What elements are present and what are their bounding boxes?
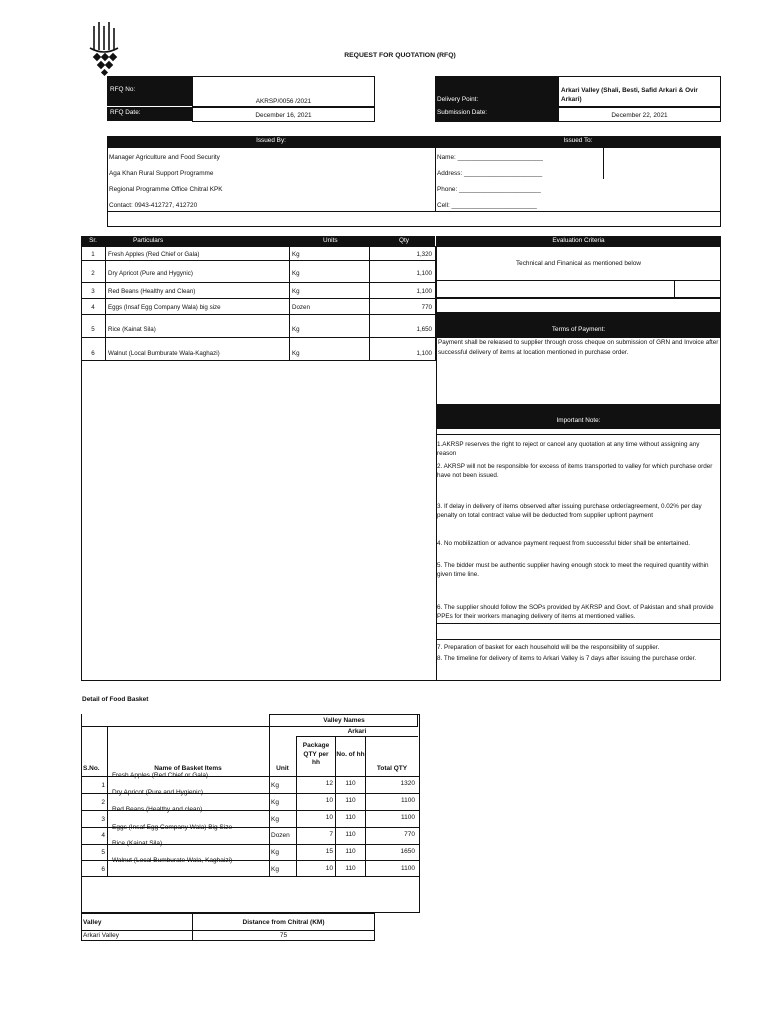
basket-sno: 4 bbox=[101, 832, 105, 839]
item-particular: Rice (Kainat Sila) bbox=[108, 326, 156, 333]
submission-date-value: December 22, 2021 bbox=[611, 112, 668, 119]
basket-pkg: 10 bbox=[325, 814, 333, 821]
basket-total: 1650 bbox=[400, 848, 415, 855]
item-particular: Eggs (Insaf Egg Company Wala) big size bbox=[108, 304, 221, 311]
basket-valley-names: Valley Names bbox=[323, 717, 365, 724]
basket-item-name: Dry Apricot (Pure and Hygienic) bbox=[112, 789, 204, 796]
item-qty: 1,100 bbox=[416, 270, 432, 277]
item-qty: 770 bbox=[421, 304, 432, 311]
item-qty: 1,650 bbox=[416, 326, 432, 333]
items-row-line bbox=[81, 282, 436, 283]
basket-total: 1320 bbox=[400, 780, 415, 787]
basket-valley: Arkari bbox=[347, 728, 367, 735]
item-sr: 2 bbox=[91, 270, 95, 277]
basket-total: 770 bbox=[404, 831, 415, 838]
basket-line bbox=[269, 714, 419, 715]
delivery-point-value: Arkari Valley (Shali, Besti, Safid Arkari & Ovir Arkari) bbox=[561, 87, 698, 103]
issued-by-heading: Issued By: bbox=[107, 136, 435, 147]
basket-pkg: 15 bbox=[325, 848, 333, 855]
issued-bottom-line bbox=[107, 211, 721, 212]
basket-line bbox=[81, 726, 269, 727]
basket-item-name: Red Beans (Healthy and clean) bbox=[112, 806, 203, 813]
basket-line bbox=[107, 726, 108, 876]
submission-date-label: Submission Date: bbox=[435, 107, 559, 122]
items-header-units: Units bbox=[323, 237, 338, 244]
basket-line bbox=[365, 736, 366, 876]
item-unit: Kg bbox=[292, 326, 300, 333]
item-sr: 3 bbox=[91, 288, 95, 295]
issued-by-line-1: Manager Agriculture and Food Security bbox=[109, 154, 220, 161]
item-particular: Red Beans (Healthy and Clean) bbox=[108, 288, 196, 295]
basket-line bbox=[419, 714, 420, 913]
basket-unit: Kg bbox=[271, 816, 279, 823]
basket-item-name: Fresh Apples (Red Chief or Gala) bbox=[112, 772, 209, 779]
items-row-line bbox=[81, 337, 436, 338]
items-header-qty: Qty bbox=[399, 237, 409, 244]
note-item: 3. If delay in delivery of items observed after issuing purchase order/agreement, 0.02% per day penalty on total contract value will be deducted from supplier upfront payment bbox=[437, 503, 702, 519]
payment-gap-box bbox=[436, 298, 721, 313]
evaluation-box bbox=[436, 246, 721, 298]
basket-header-name: Name of Basket Items bbox=[154, 765, 222, 772]
basket-hh: 110 bbox=[345, 831, 356, 838]
evaluation-heading: Evaluation Criteria bbox=[436, 236, 721, 246]
item-sr: 5 bbox=[91, 326, 95, 333]
basket-item-name: Walnut (Local Bumburate Wala, Kaghaizi) bbox=[112, 857, 233, 864]
basket-header-total: Total QTY bbox=[376, 765, 408, 772]
rfq-date-value: December 16, 2021 bbox=[255, 112, 312, 119]
basket-unit: Kg bbox=[271, 866, 279, 873]
items-row-line bbox=[81, 260, 436, 261]
item-qty: 1,320 bbox=[416, 251, 432, 258]
items-col-line bbox=[289, 246, 290, 361]
note-item: 4. No mobilizattion or advance payment request from successful bider shall be entertained. bbox=[437, 540, 691, 547]
basket-unit: Dozen bbox=[271, 832, 290, 839]
basket-total: 1100 bbox=[401, 814, 415, 821]
evaluation-text: Technical and Finanical as mentioned below bbox=[515, 260, 642, 267]
basket-unit: Kg bbox=[271, 799, 279, 806]
delivery-point-label: Delivery Point: bbox=[435, 76, 559, 107]
evaluation-line bbox=[674, 280, 675, 298]
basket-hh: 110 bbox=[345, 797, 356, 804]
notes-line bbox=[436, 434, 721, 435]
item-particular: Dry Apricot (Pure and Hygynic) bbox=[108, 270, 193, 277]
issued-by-line-4: Contact: 0943-412727, 412720 bbox=[109, 202, 198, 209]
basket-pkg: 7 bbox=[329, 831, 333, 838]
basket-hh: 110 bbox=[345, 814, 356, 821]
basket-sno: 6 bbox=[101, 866, 105, 873]
issued-to-address[interactable]: Address: ______________________ bbox=[437, 170, 543, 177]
basket-pkg: 12 bbox=[325, 780, 333, 787]
item-qty: 1,100 bbox=[416, 288, 432, 295]
item-unit: Kg bbox=[292, 350, 300, 357]
distance-valley: Arkari Valley bbox=[83, 932, 120, 939]
basket-item-name: Eggs (Insaf Egg Company Wala) Big Size bbox=[112, 824, 233, 831]
distance-header-valley: Valley bbox=[83, 919, 102, 926]
basket-total: 1100 bbox=[401, 865, 415, 872]
items-row-line bbox=[81, 298, 436, 299]
basket-row-line bbox=[81, 876, 419, 877]
basket-hh: 110 bbox=[345, 865, 356, 872]
basket-unit: Kg bbox=[271, 849, 279, 856]
basket-pkg: 10 bbox=[325, 865, 333, 872]
distance-header-km: Distance from Chitral (KM) bbox=[242, 919, 325, 926]
basket-line bbox=[269, 726, 417, 727]
item-particular: Fresh Apples (Red Chief or Gala) bbox=[108, 251, 200, 258]
item-unit: Kg bbox=[292, 251, 300, 258]
item-particular: Walnut (Local Bumburate Wala-Kaghazi) bbox=[108, 350, 220, 357]
evaluation-line bbox=[436, 280, 721, 281]
note-item: 2. AKRSP will not be responsible for excess of items transported to valley for which purchase order have not been issued. bbox=[437, 463, 713, 479]
item-unit: Kg bbox=[292, 270, 300, 277]
item-unit: Dozen bbox=[292, 304, 310, 311]
basket-header-sno: S.No. bbox=[83, 765, 100, 772]
basket-header-pkg: Package QTY per hh bbox=[302, 742, 330, 766]
note-item: 7. Preparation of basket for each household will be the responsibility of supplier. bbox=[437, 644, 660, 651]
basket-sno: 1 bbox=[101, 782, 105, 789]
issued-divider bbox=[435, 147, 436, 211]
distance-km: 75 bbox=[279, 932, 288, 939]
item-qty: 1,100 bbox=[416, 350, 432, 357]
basket-hh: 110 bbox=[345, 848, 356, 855]
distance-line bbox=[81, 930, 375, 931]
basket-header-unit: Unit bbox=[276, 765, 289, 772]
items-header-sr: Sr. bbox=[89, 237, 97, 244]
basket-unit: Kg bbox=[271, 782, 279, 789]
notes-line bbox=[436, 639, 721, 640]
basket-item-name: Rice (Kainat Sila) bbox=[112, 840, 163, 847]
basket-pkg: 10 bbox=[325, 797, 333, 804]
item-sr: 1 bbox=[91, 251, 95, 258]
issued-to-phone[interactable]: Phone: _______________________ bbox=[437, 186, 541, 193]
note-item: 5. The bidder must be authentic supplier having enough stock to meet the required quantity within given time line. bbox=[437, 562, 709, 578]
akrsp-logo bbox=[84, 20, 126, 78]
payment-text: Payment shall be released to supplier through cross cheque on submission of GRN and Invoice after successful delivery of items at location mentioned in purchase order. bbox=[438, 339, 719, 356]
issued-to-heading: Issued To: bbox=[435, 136, 721, 147]
rfq-date-label: RFQ Date: bbox=[107, 107, 193, 121]
issued-to-right-line bbox=[603, 147, 604, 179]
basket-sno: 2 bbox=[101, 799, 105, 806]
items-row-line bbox=[81, 314, 436, 315]
rfq-no-label: RFQ No: bbox=[107, 76, 193, 106]
basket-line bbox=[269, 776, 270, 876]
basket-title: Detail of Food Basket bbox=[82, 696, 149, 703]
note-item: 6. The supplier should follow the SOPs provided by AKRSP and Govt. of Pakistan and shall provide PPEs for their workers managing delivery of items at mentioned vallies. bbox=[437, 604, 714, 620]
issued-to-cell[interactable]: Cell: ________________________ bbox=[437, 202, 537, 209]
note-item: 1.AKRSP reserves the right to reject or cancel any quotation at any time without assigning any reason bbox=[437, 441, 700, 457]
issued-by-line-2: Aga Khan Rural Support Programme bbox=[109, 170, 214, 177]
payment-heading: Terms of Payment: bbox=[436, 313, 721, 337]
basket-line bbox=[296, 736, 418, 737]
basket-sno: 3 bbox=[101, 816, 105, 823]
items-header-particulars: Particulars bbox=[133, 237, 164, 244]
issued-to-name[interactable]: Name: ________________________ bbox=[437, 154, 543, 161]
notes-heading: Important Note: bbox=[436, 405, 721, 428]
basket-sno: 5 bbox=[101, 849, 105, 856]
issued-by-line-3: Regional Programme Office Chitral KPK bbox=[109, 186, 223, 193]
items-col-line bbox=[105, 246, 106, 361]
basket-hh: 110 bbox=[345, 780, 356, 787]
basket-line bbox=[296, 736, 297, 876]
note-item: 8. The timeline for delivery of items to Arkari Valley is 7 days after issuing the purchase order. bbox=[437, 655, 697, 662]
items-empty-area bbox=[81, 361, 436, 681]
item-sr: 4 bbox=[91, 304, 95, 311]
basket-total: 1100 bbox=[401, 797, 415, 804]
page-title: REQUEST FOR QUOTATION (RFQ) bbox=[344, 52, 456, 59]
item-sr: 6 bbox=[91, 350, 95, 357]
notes-line bbox=[436, 623, 721, 624]
rfq-no-value: AKRSP/0056 /2021 bbox=[255, 98, 312, 105]
basket-header-hh: No. of hh bbox=[336, 751, 365, 758]
item-unit: Kg bbox=[292, 288, 300, 295]
